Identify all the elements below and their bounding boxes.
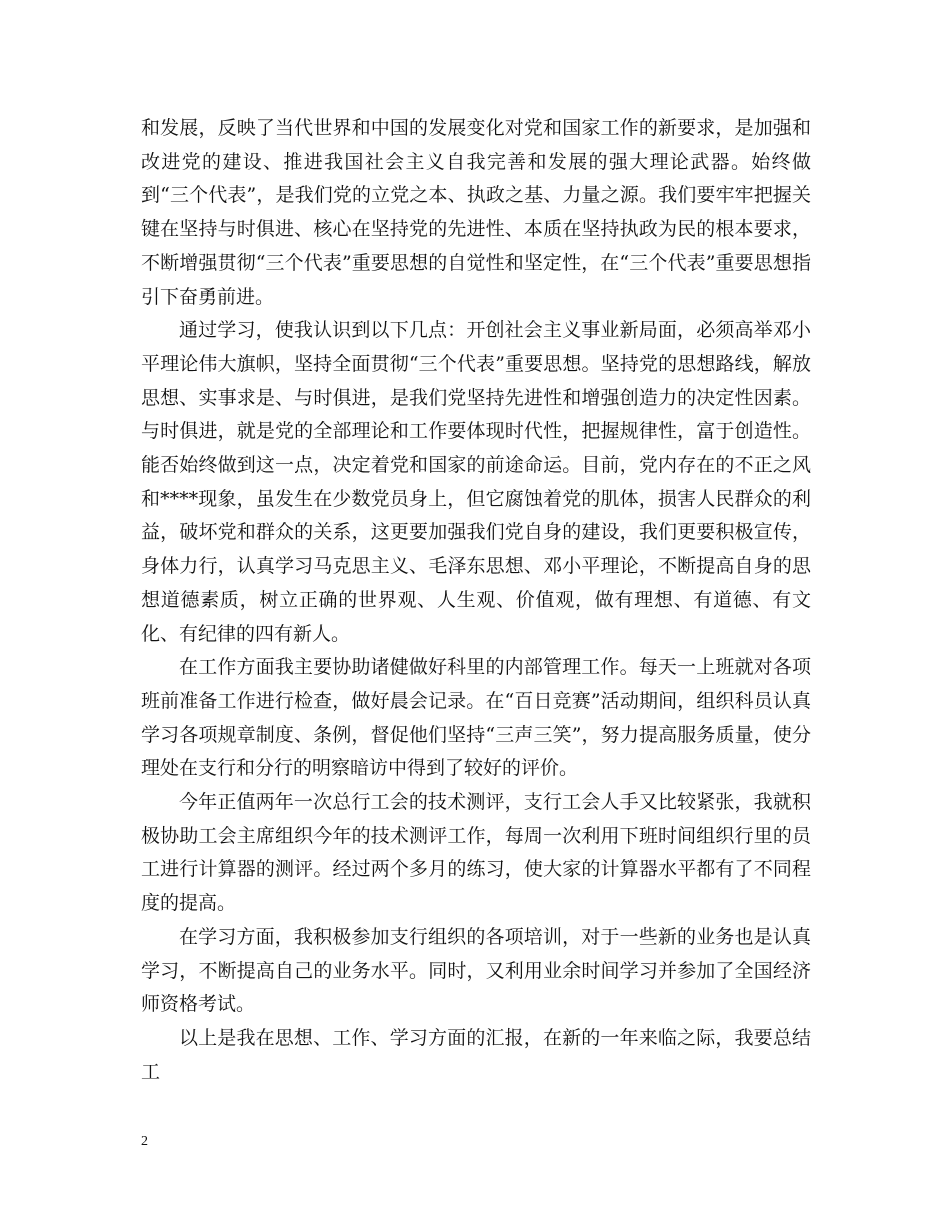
paragraph-learning: 在学习方面，我积极参加支行组织的各项培训，对于一些新的业务也是认真学习，不断提高自己的业务水平。同时，又利用业余时间学习并参加了全国经济师资格考试。 [141, 925, 811, 1016]
page-number: 2 [141, 1134, 148, 1149]
paragraph-technical-evaluation: 今年正值两年一次总行工会的技术测评，支行工会人手又比较紧张，我就积极协助工会主席组织今年的技术测评工作，每周一次利用下班时间组织行里的员工进行计算器的测评。经过两个多月的练习，使大家的计算器水平都有了不同程度的提高。 [141, 791, 811, 915]
paragraph-work: 在工作方面我主要协助诸健做好科里的内部管理工作。每天一上班就对各项班前准备工作进行检查，做好晨会记录。在“百日竞赛”活动期间，组织科员认真学习各项规章制度、条例，督促他们坚持“三声三笑”，努力提高服务质量，使分理处在支行和分行的明察暗访中得到了较好的评价。 [141, 656, 811, 780]
paragraph-study-insights: 通过学习，使我认识到以下几点：开创社会主义事业新局面，必须高举邓小平理论伟大旗帜，坚持全面贯彻“三个代表”重要思想。坚持党的思想路线，解放思想、实事求是、与时俱进，是我们党坚持先进性和增强创造力的决定性因素。与时俱进，就是党的全部理论和工作要体现时代性，把握规律性，富于创造性。能否始终做到这一点，决定着党和国家的前途命运。目前，党内存在的不正之风和****现象，虽发生在少数党员身上，但它腐蚀着党的肌体，损害人民群众的利益，破坏党和群众的关系，这更要加强我们党自身的建设，我们更要积极宣传，身体力行，认真学习马克思主义、毛泽东思想、邓小平理论，不断提高自身的思想道德素质，树立正确的世界观、人生观、价值观，做有理想、有道德、有文化、有纪律的四有新人。 [141, 319, 811, 645]
paragraph-continued: 和发展，反映了当代世界和中国的发展变化对党和国家工作的新要求，是加强和改进党的建设、推进我国社会主义自我完善和发展的强大理论武器。始终做到“三个代表”，是我们党的立党之本、执政之基、力量之源。我们要牢牢把握关键在坚持与时俱进、核心在坚持党的先进性、本质在坚持执政为民的根本要求，不断增强贯彻“三个代表”重要思想的自觉性和坚定性，在“三个代表”重要思想指引下奋勇前进。 [141, 117, 811, 308]
paragraph-summary: 以上是我在思想、工作、学习方面的汇报，在新的一年来临之际，我要总结工 [141, 1026, 811, 1083]
body-text [141, 112, 811, 1089]
